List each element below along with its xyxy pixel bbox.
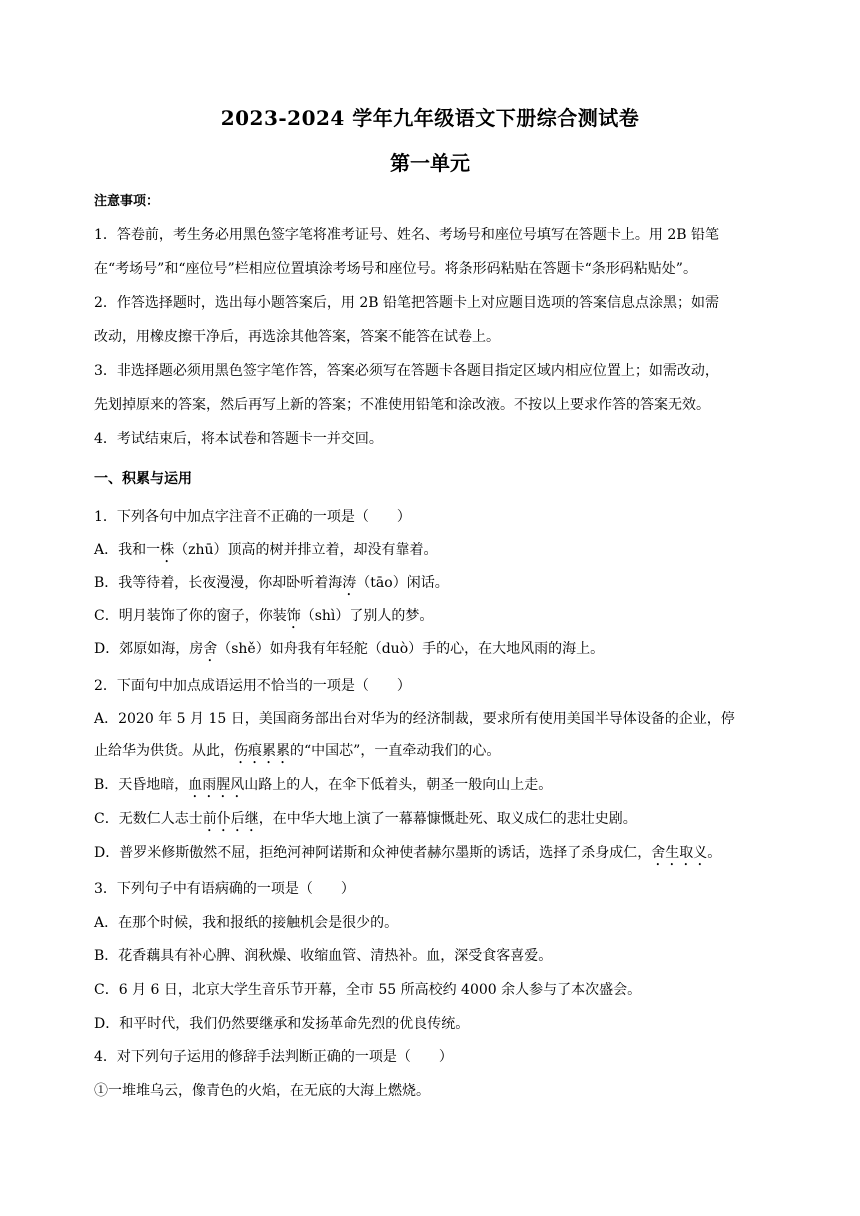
q3-option-c: C．6 月 6 日，北京大学生音乐节开幕，全市 55 所高校约 4000 余人参与了本次盛会。 (94, 982, 642, 998)
q1-a-pre: A．我和一 (94, 542, 161, 558)
q1-d-dotted: 舍 (203, 641, 218, 657)
exam-title: 2023-2024 学年九年级语文下册综合测试卷 (220, 106, 640, 130)
q2-option-a-line2 (94, 741, 774, 767)
notice-line-4: 改动，用橡皮擦干净后，再选涂其他答案，答案不能答在试卷上。 (94, 329, 500, 345)
q1-d-pre: D．郊原如海，房 (94, 641, 204, 657)
notice-line-1: 1．答卷前，考生务必用黑色签字笔将准考证号、姓名、考场号和座位号填写在答题卡上。用 2B 铅笔 (94, 227, 720, 243)
q3-option-a: A．在那个时候，我和报纸的接触机会是很少的。 (94, 915, 399, 931)
q2-option-d (94, 843, 774, 869)
q2-d-dotted: 舍生取义 (651, 845, 708, 861)
q3-option-b: B．花香藕具有补心脾、润秋燥、收缩血管、清热补。血，深受食客喜爱。 (94, 948, 553, 964)
q2-option-a-line1: A．2020 年 5 月 15 日，美国商务部出台对华为的经济制裁，要求所有使用美国半导体设备的企业，停 (94, 711, 735, 727)
q1-a-post: （zhū）顶高的树并排立着，却没有靠着。 (174, 542, 438, 558)
q1-option-b (94, 573, 774, 599)
q1-option-d (94, 639, 774, 665)
q3-option-d: D．和平时代，我们仍然要继承和发扬革命先烈的优良传统。 (94, 1016, 470, 1032)
q4-sentence-1: ①一堆堆乌云，像青色的火焰，在无底的大海上燃烧。 (94, 1083, 430, 1099)
q1-stem: 1．下列各句中加点字注音不正确的一项是（ ） (94, 509, 411, 525)
q1-c-post: （shì）了别人的梦。 (300, 608, 434, 624)
q2-a-dotted: 伤痕累累 (234, 743, 290, 759)
q2-c-pre: C．无数仁人志士 (94, 811, 203, 827)
q2-b-pre: B．天昏地暗， (94, 777, 189, 793)
notice-line-6: 先划掉原来的答案，然后再写上新的答案；不准使用铅笔和涂改液。不按以上要求作答的答案无效。 (94, 397, 710, 413)
q2-b-post: 山路上的人，在伞下低着头，朝圣一般向山上走。 (244, 777, 553, 793)
q1-d-post: （shě）如舟我有年轻舵（duò）手的心，在大地风雨的海上。 (217, 641, 605, 657)
notice-line-3: 2．作答选择题时，选出每小题答案后，用 2B 铅笔把答题卡上对应题目选项的答案信息点涂黑；如需 (94, 295, 720, 311)
q4-stem: 4．对下列句子运用的修辞手法判断正确的一项是（ ） (94, 1049, 453, 1065)
q1-b-post: （tāo）闲话。 (356, 575, 449, 591)
q2-d-post: 。 (707, 845, 722, 861)
q2-c-post: ，在中华大地上演了一幕幕慷慨赴死、取义成仁的悲壮史剧。 (258, 811, 637, 827)
unit-subtitle: 第一单元 (390, 151, 470, 175)
q2-a-pre: 止给华为供货。从此， (94, 743, 234, 759)
notice-line-2: 在“考场号”和“座位号”栏相应位置填涂考场号和座位号。将条形码粘贴在答题卡“条形码粘贴处”。 (94, 261, 697, 277)
notice-line-5: 3．非选择题必须用黑色签字笔作答，答案必须写在答题卡各题目指定区域内相应位置上；如需改动， (94, 363, 719, 379)
q3-stem: 3．下列句子中有语病确的一项是（ ） (94, 881, 355, 897)
q2-a-post: 的“中国芯”，一直牵动我们的心。 (290, 743, 501, 759)
notice-line-7: 4．考试结束后，将本试卷和答题卡一并交回。 (94, 431, 383, 447)
section-heading: 一、积累与运用 (94, 471, 192, 487)
q1-c-dotted: 饰 (286, 608, 301, 624)
q2-b-dotted: 血雨腥风 (188, 777, 245, 793)
q1-option-c (94, 606, 774, 632)
q2-option-b (94, 775, 774, 801)
notice-heading: 注意事项： (94, 194, 160, 209)
q1-a-dotted: 株 (160, 542, 175, 558)
q2-option-c (94, 809, 774, 835)
q1-c-pre: C．明月装饰了你的窗子，你装 (94, 608, 287, 624)
q2-c-dotted: 前仆后继 (202, 811, 259, 827)
q2-d-pre: D．普罗米修斯傲然不屈，拒绝河神阿诺斯和众神使者赫尔墨斯的诱话，选择了杀身成仁， (94, 845, 652, 861)
q1-b-dotted: 涛 (342, 575, 357, 591)
q2-stem: 2．下面句中加点成语运用不恰当的一项是（ ） (94, 678, 411, 694)
q1-option-a (94, 540, 774, 566)
q1-b-pre: B．我等待着，长夜漫漫，你却卧听着海 (94, 575, 343, 591)
